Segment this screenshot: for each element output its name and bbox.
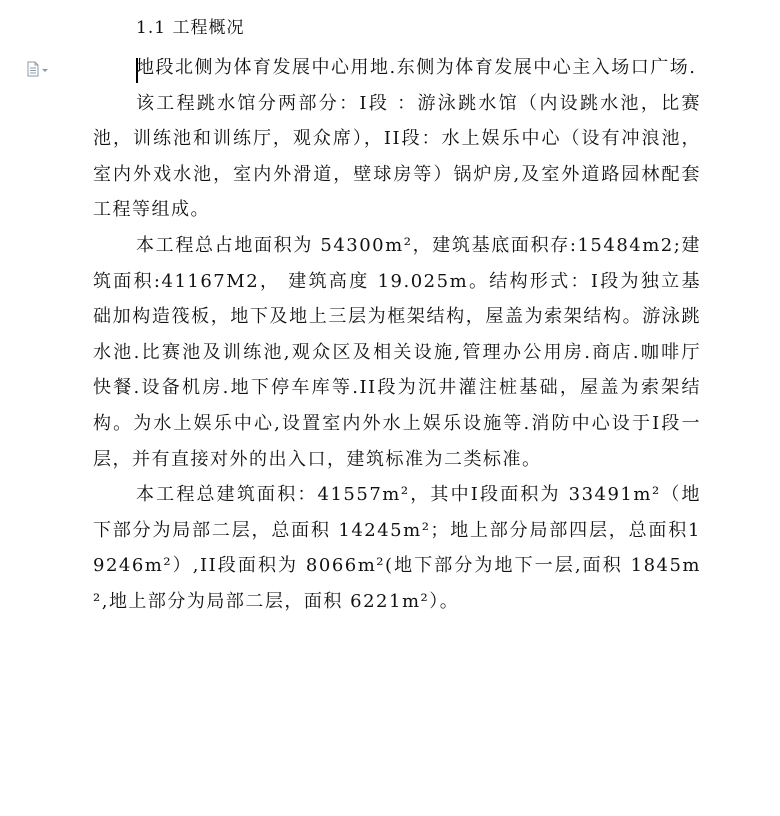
paragraph-3: 本工程总占地面积为 54300m²，建筑基底面积存:15484m2;建筑面积:41167M2， 建筑高度 19.025m。结构形式：I段为独立基础加构造筏板，地下及地上三层为框架结构，屋盖为索架结构。游泳跳水池.比赛池及训练池,观众区及相关设施,管理办公用房.商店.咖啡厅 快餐.设备机房.地下停车库等.II段为沉井灌注桩基础，屋盖为索架结构。为水上娱乐中心,设置室内外水上娱乐设施等.消防中心设于I段一层，并有直接对外的出入口，建筑标准为二类标准。: [93, 234, 701, 470]
paragraph-4: 本工程总建筑面积：41557m²，其中I段面积为 33491m²（地下部分为局部二层，总面积 14245m²；地上部分局部四层，总面积19246m²）,II段面积为 8066m²(地下部分为地下一层,面积 1845m²,地上部分为局部二层，面积 6221m²）。: [93, 484, 701, 612]
document-body: [93, 50, 701, 620]
paragraph-1: 地段北侧为体育发展中心用地.东侧为体育发展中心主入场口广场.: [136, 57, 697, 78]
paragraph-2: 该工程跳水馆分两部分：I段 ：游泳跳水馆（内设跳水池，比赛池，训练池和训练厅，观众席），II段：水上娱乐中心（设有冲浪池，室内外戏水池，室内外滑道，壁球房等）锅炉房,及室外道路园林配套工程等组成。: [93, 92, 701, 221]
section-heading: 1.1 工程概况: [136, 18, 245, 38]
document-menu-icon[interactable]: [25, 61, 51, 77]
document-icon[interactable]: [25, 61, 51, 77]
